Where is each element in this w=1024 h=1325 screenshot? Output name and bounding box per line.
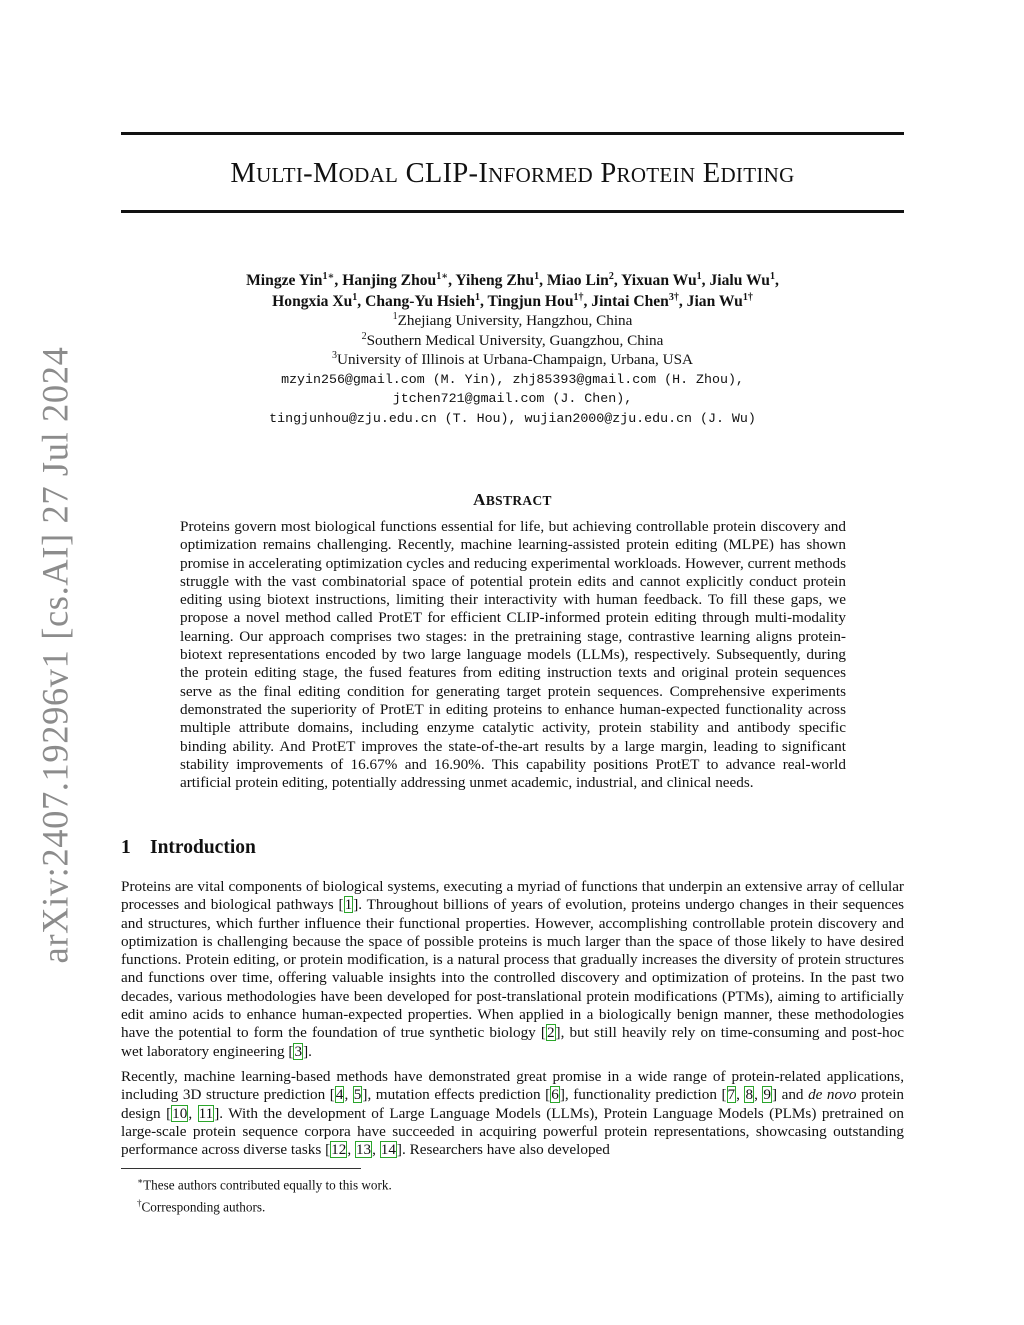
author-line: Hongxia Xu$^1$, Chang-Yu Hsieh$^1$, Tingjun Hou$^{1\dagger}$, Jintai Chen$^{3\dagger}$, Jian $Wu^{1\dagger}$ [272,291,753,310]
author-affil-mark: 3† [668,291,679,303]
title-smallcaps: ULTI [256,163,304,187]
footnote-mark: ∗ [137,1176,144,1186]
paragraph: Proteins are vital components of biological systems, executing a myriad of functions that underpin an extensive array of cellular processes and biological pathways [1]. Throughout billions of years of evolution, proteins undergo changes in their sequences and structures, which further influence their functional properties. However, accomplishing controllable protein discovery and optimization is challenging because the space of possible proteins is much larger than the space of those likely to have desired functions. Protein editing, or protein modification, is a natural process that gradually increases the diversity of protein structures and functions over time, offering valuable insights into the controlled discovery and optimization of proteins. In the past two decades, various methodologies have been developed for post-translational protein modifications (PTMs), aiming to artificially edit amino acids to enhance human-expected properties. When applied in a biologically benign manner, these methodologies have the potential to form the foundation of true synthetic biology [2], but still heavily rely on time-consuming and post-hoc wet laboratory engineering [3]. [121,878,905,1060]
italic-term: de novo [808,1086,857,1104]
email-list [121,370,904,428]
footnote-mark: † [137,1198,142,1209]
citation-link[interactable]: 11 [198,1104,214,1122]
footnote-rule [121,1168,361,1169]
author-name: Jialu Wu [709,272,770,289]
author-name: Jintai Chen [591,293,669,310]
title-bottom-rule [121,210,904,213]
citation-link[interactable]: 3 [294,1042,303,1060]
title-smallcaps: ROTEIN [616,163,696,187]
footnote-text: Corresponding authors. [141,1199,266,1215]
author-affil-mark: 1 [534,270,540,282]
citation-link[interactable]: 2 [546,1024,555,1042]
author-affil-mark: 1∗ [322,270,335,282]
title-top-rule [121,132,904,135]
email-line: jtchen721@gmail.com (J. Chen), [392,391,633,407]
citation-link[interactable]: 10 [172,1104,188,1122]
author-name: Tingjun Hou [487,293,574,310]
email-line: mzyin256@gmail.com (M. Yin), zhj85393@gmail.com (H. Zhou), [281,372,744,387]
author-affil-mark: 1 [352,291,358,303]
author-name: Jian Wu [686,293,743,310]
author-affil-mark: 2 [608,270,614,282]
footnotes [137,1172,392,1217]
author-affil-mark: 1 [769,270,775,282]
affiliation-number: 2 [361,330,367,342]
title-smallcaps: NFORMED [488,163,593,187]
affiliation [121,331,904,351]
citation-link[interactable]: 14 [380,1141,396,1159]
citation-link[interactable]: 7 [727,1086,736,1104]
citation-link[interactable]: 6 [551,1086,559,1104]
affiliation-list [121,311,904,370]
author-affil-mark: 1 [475,291,481,303]
introduction-body [121,878,904,1166]
section-title: Introduction [150,837,256,858]
footnote [137,1172,392,1194]
citation-link[interactable]: 1 [344,896,353,914]
citation-link[interactable]: 9 [763,1086,771,1104]
abstract-text: Proteins govern most biological functions essential for life, but achieving controllable protein discovery and optimization remains challenging. Recently, machine learning-assisted protein editing (MLPE) has shown promise in accelerating optimization cycles and reducing experimental workloads. However, current methods struggle with the vast combinatorial space of potential protein edits and cannot explicitly conduct protein editing using biotext instructions, limiting their interactivity with human feedback. To fill these gaps, we propose a novel method called ProtET for efficient CLIP-informed protein editing through multi-modality learning. Our approach comprises two stages: in the pretraining stage, contrastive learning aligns protein-biotext representations encoded by two large language models (LLMs), respectively. Subsequently, during the protein editing stage, the fused features from editing instruction texts and original protein sequences serve as the final editing condition for generating target protein sequences. Comprehensive experiments demonstrated the superiority of ProtET in editing proteins to enhance human-expected functionality across multiple attribute domains, including enzyme catalytic activity, protein stability and antibody specific binding ability. And ProtET improves the state-of-the-art results by a large margin, leading to significant stability improvements of 16.67% and 16.90%. This capability positions ProtET to advance real-world artificial protein editing, potentially addressing unmet academic, industrial, and clinical needs. [180,518,846,792]
citation-link[interactable]: 12 [331,1141,347,1159]
author-name: Hanjing Zhou [342,272,437,289]
title-smallcaps: DITING [720,163,795,187]
affiliation-name: Zhejiang University, Hangzhou, China [397,312,633,329]
author-name: Chang-Yu Hsieh [365,293,476,310]
citation-link[interactable]: 13 [355,1141,372,1159]
author-line: Mingze Yin$^{1∗}$, Hanjing Zhou$^{1∗}$, Yiheng Zhu$^1$, Miao Lin$^2$, Yixuan Wu$^1$, Jialu Wu$^1$, [246,270,779,289]
section-heading [121,837,256,859]
paper-title: MULTI-MODAL CLIP-INFORMED PROTEIN EDITING [230,158,795,189]
footnote-text: These authors contributed equally to this work. [143,1177,392,1193]
author-affil-mark: 1† [573,291,584,303]
author-name: Miao Lin [546,272,609,289]
author-name: Yiheng Zhu [455,272,535,289]
affiliation-name: Southern Medical University, Guangzhou, China [366,331,664,349]
affiliation-number: 3 [332,350,337,362]
email-line: tingjunhou@zju.edu.cn (T. Hou), wujian2000@zju.edu.cn (J. Wu) [269,410,756,426]
author-name: Hongxia Xu [272,293,353,310]
arxiv-stamp: arXiv:2407.19296v1 [cs.AI] 27 Jul 2024 [34,346,76,964]
affiliation-number: 1 [392,310,398,322]
affiliation [121,311,904,331]
author-list [121,270,904,312]
citation-link[interactable]: 8 [745,1086,754,1104]
author-name: Mingze Yin [246,272,323,289]
author-affil-mark: 1 [696,270,702,282]
affiliation [121,350,904,370]
abstract-heading: ABSTRACT [473,490,552,509]
section-number: 1 [121,837,131,858]
citation-link[interactable]: 5 [353,1086,362,1104]
affiliation-name: University of Illinois at Urbana-Champaign, Urbana, USA [337,351,693,369]
author-affil-mark: 1† [742,291,753,303]
author-name: Yixuan Wu [621,272,697,289]
footnote [137,1194,392,1216]
paragraph: Recently, machine learning-based methods have demonstrated great promise in a wide range of protein-related applications, including 3D structure prediction [4, 5], mutation effects prediction [6], functionality prediction [7, 8, 9] and de novo protein design [10, 11]. With the development of Large Language Models (LLMs), Protein Language Models (PLMs) pretrained on large-scale protein sequence corpora have succeeded in acquiring powerful protein representations, showcasing outstanding performance across diverse tasks [12, 13, 14]. Researchers have also developed [121,1067,905,1159]
citation-link[interactable]: 4 [335,1086,344,1104]
abstract-heading-smallcaps: BSTRACT [485,493,552,508]
author-affil-mark: 1∗ [436,270,449,282]
title-smallcaps: ODAL [338,163,399,187]
